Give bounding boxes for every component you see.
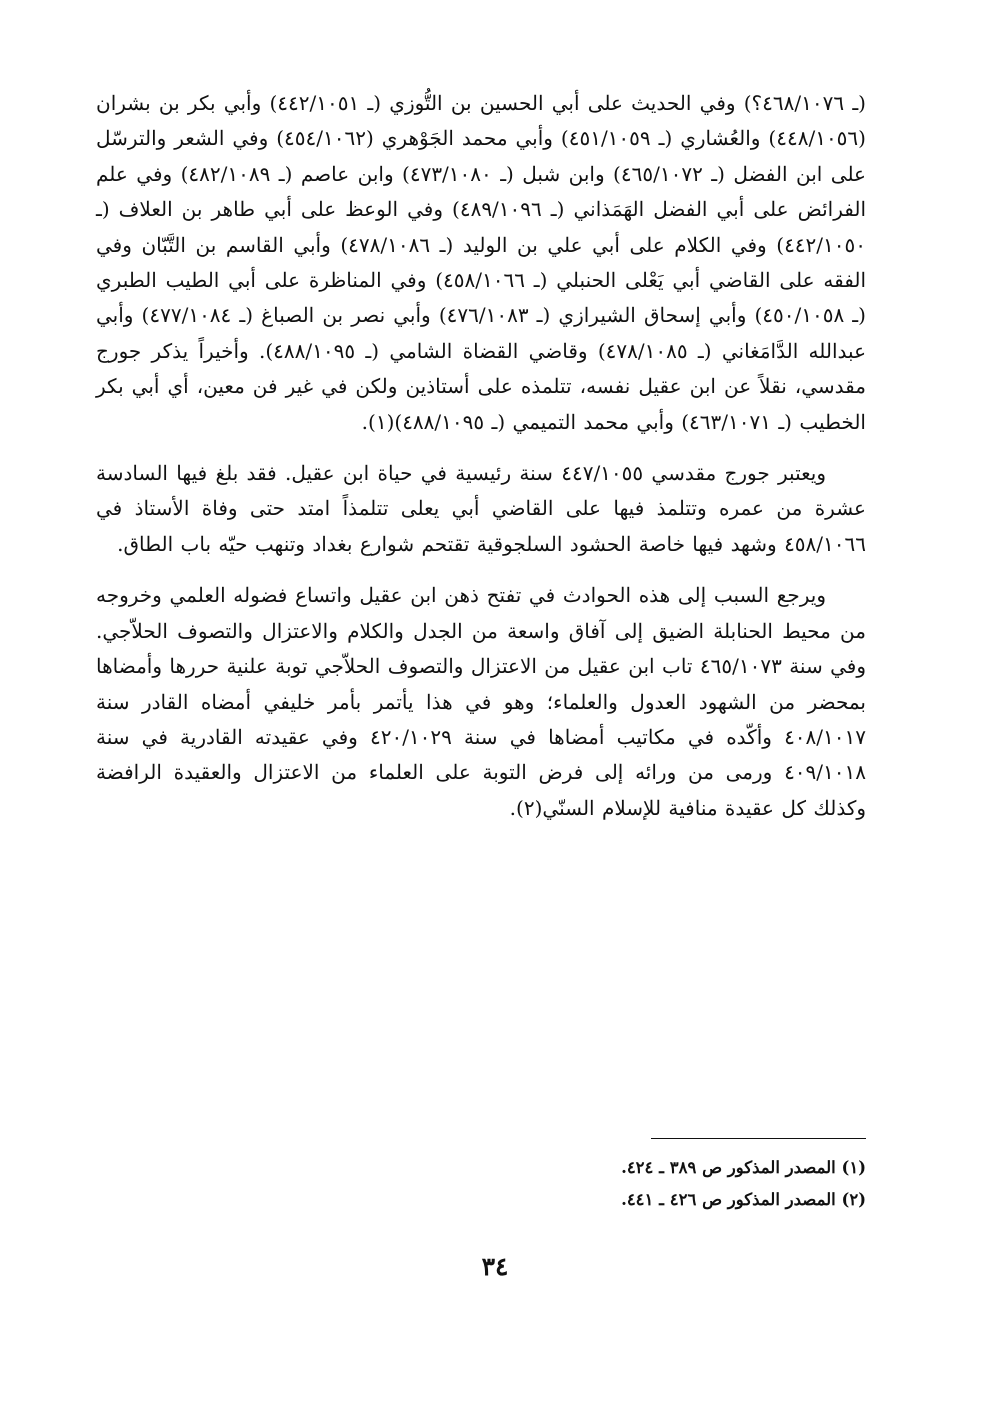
footnote-separator bbox=[651, 1138, 866, 1139]
footnote-2: (٢) المصدر المذكور ص ٤٢٦ ـ ٤٤١. bbox=[621, 1190, 866, 1209]
paragraph-key-year: ويعتبر جورج مقدسي ٤٤٧/١٠٥٥ سنة رئيسية في حياة ابن عقيل. فقد بلغ فيها السادسة عشرة من عمره وتتلمذ فيها على القاضي أبي يعلى تتلمذاً امتد حتى وفاة الأستاذ في ٤٥٨/١٠٦٦ وشهد فيها خاصة الحشود السلجوقية تقتحم شوارع بغداد وتنهب حيّه باب الطاق. bbox=[96, 461, 866, 556]
page-number: ٣٤ bbox=[481, 1252, 509, 1281]
paragraph-repentance: ويرجع السبب إلى هذه الحوادث في تفتح ذهن ابن عقيل واتساع فضوله العلمي وخروجه من محيط الحنابلة الضيق إلى آفاق واسعة من الجدل والكلام والاعتزال والتصوف الحلاّجي. وفي سنة ٤٦٥/١٠٧٣ تاب ابن عقيل من الاعتزال والتصوف الحلاّجي توبة علنية حررها وأمضاها بمحضر من الشهود العدول والعلماء؛ وهو في هذا يأتمر بأمر خليفي أمضاه القادر سنة ٤٠٨/١٠١٧ وأكّده في مكاتيب أمضاها في سنة ٤٢٠/١٠٢٩ وفي عقيدته القادرية في سنة ٤٠٩/١٠١٨ ورمى من ورائه إلى فرض التوبة على العلماء من الاعتزال والعقيدة الرافضة وكذلك كل عقيدة منافية للإسلام السنّي(٢). bbox=[96, 583, 867, 820]
page-body bbox=[96, 86, 866, 826]
footnote-1: (١) المصدر المذكور ص ٣٨٩ ـ ٤٢٤. bbox=[621, 1158, 866, 1177]
paragraph-teachers: (ـ ٤٦٨/١٠٧٦؟) وفي الحديث على أبي الحسين بن التُّوزي (ـ ٤٤٢/١٠٥١) وأبي بكر بن بشران (٤٤٨/١٠٥٦) والعُشاري (ـ ٤٥١/١٠٥٩) وأبي محمد الجَوْهري (٤٥٤/١٠٦٢) وفي الشعر والترسّل على ابن الفضل (ـ ٤٦٥/١٠٧٢) وابن شبل (ـ ٤٧٣/١٠٨٠) وابن عاصم (ـ ٤٨٢/١٠٨٩) وفي علم الفرائض على أبي الفضل الهَمَذاني (ـ ٤٨٩/١٠٩٦) وفي الوعظ على أبي طاهر بن العلاف (ـ ٤٤٢/١٠٥٠) وفي الكلام على أبي علي بن الوليد (ـ ٤٧٨/١٠٨٦) وأبي القاسم بن التَّبّان وفي الفقه على القاضي أبي يَعْلى الحنبلي (ـ ٤٥٨/١٠٦٦) وفي المناظرة على أبي الطيب الطبري (ـ ٤٥٠/١٠٥٨) وأبي إسحاق الشيرازي (ـ ٤٧٦/١٠٨٣) وأبي نصر بن الصباغ (ـ ٤٧٧/١٠٨٤) وأبي عبدالله الدَّامَغاني (ـ ٤٧٨/١٠٨٥) وقاضي القضاة الشامي (ـ ٤٨٨/١٠٩٥). وأخيراً يذكر جورج مقدسي، نقلاً عن ابن عقيل نفسه، تتلمذه على أستاذين ولكن في غير فن معين، أي أبي بكر الخطيب (ـ ٤٦٣/١٠٧١) وأبي محمد التميمي (ـ ٤٨٨/١٠٩٥)(١). bbox=[96, 91, 867, 434]
footnotes bbox=[400, 1152, 866, 1216]
